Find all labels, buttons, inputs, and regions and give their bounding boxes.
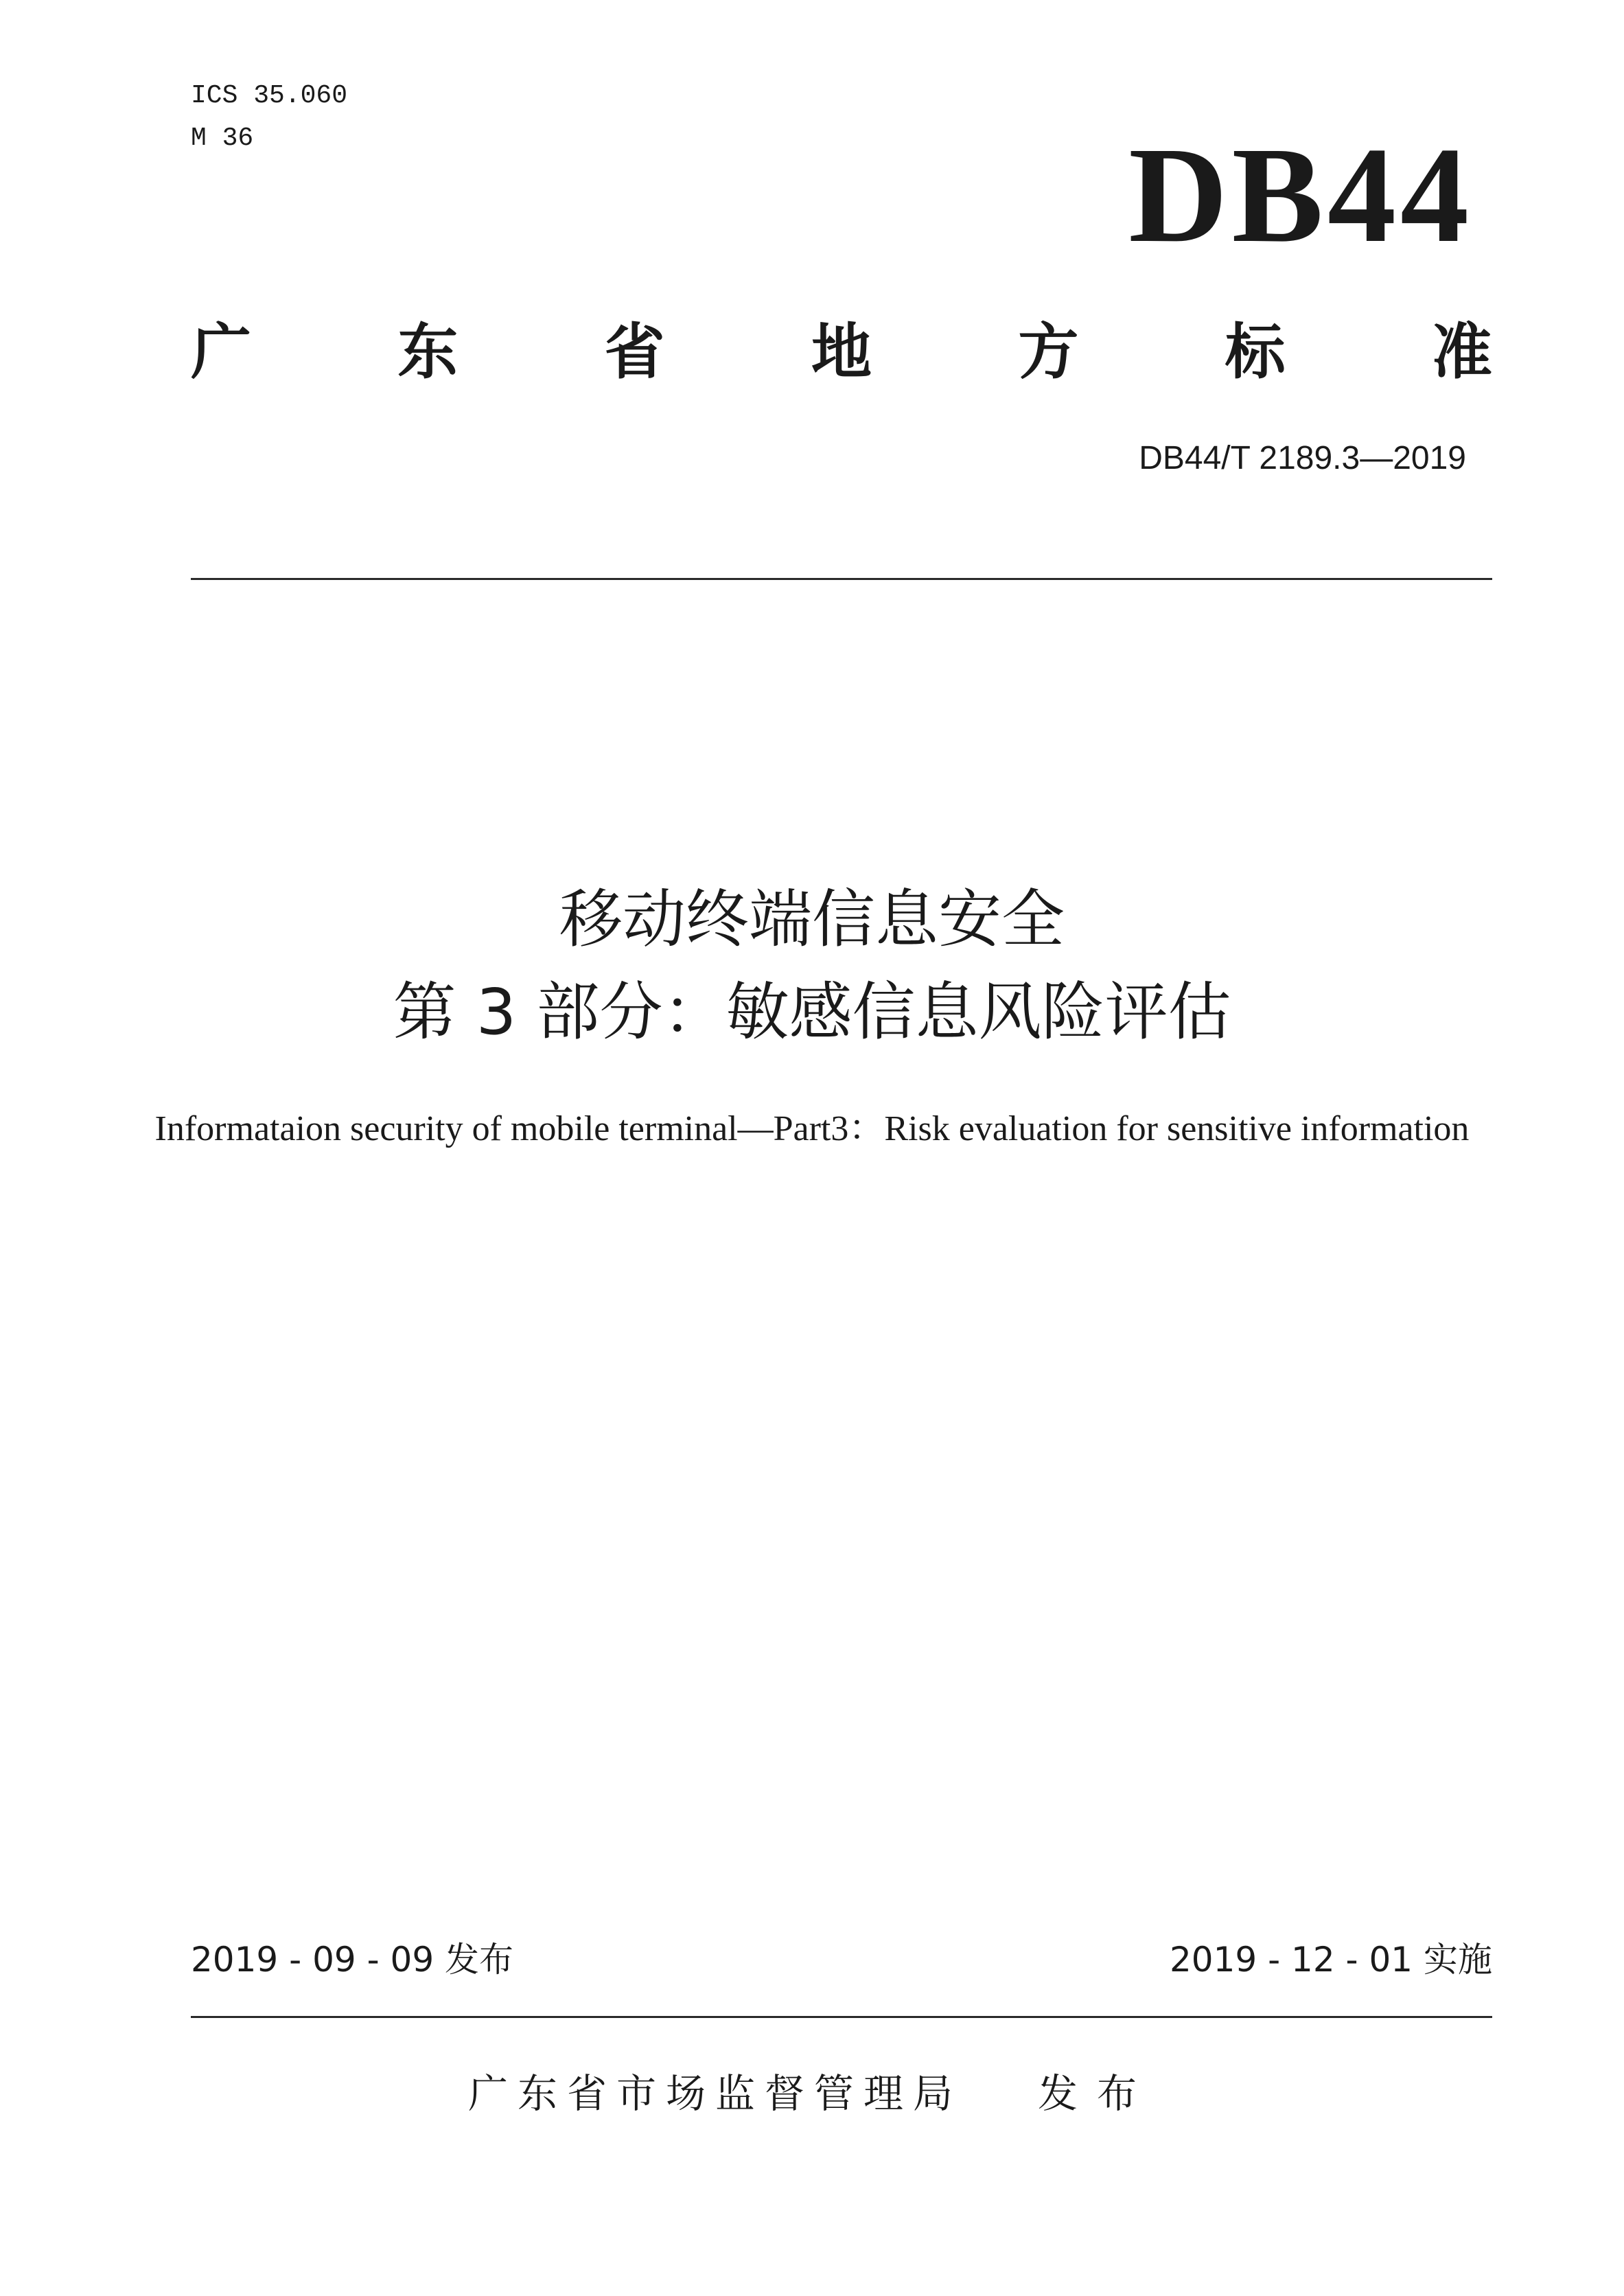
- implementation-date: 2019 - 12 - 01 实施: [1169, 1940, 1492, 1980]
- standard-type-char: 准: [1431, 316, 1492, 387]
- standard-code-logo: DB44: [1128, 119, 1473, 271]
- standard-type-char: 省: [604, 316, 665, 387]
- classification-code: M 36: [191, 124, 254, 153]
- top-divider: [191, 578, 1492, 580]
- issuer-organization: 广东省市场监督管理局: [467, 2070, 962, 2117]
- standard-type-char: 东: [397, 316, 459, 387]
- title-chinese-line-2: 第 3 部分：敏感信息风险评估: [393, 975, 1231, 1049]
- issuer-action: 发布: [1038, 2070, 1157, 2117]
- standard-type-char: 方: [1018, 316, 1079, 387]
- bottom-divider: [191, 2016, 1492, 2018]
- ics-code: ICS 35.060: [191, 81, 348, 111]
- standard-type-char: 标: [1225, 316, 1286, 387]
- issuer: [0, 2066, 1624, 2121]
- title-english: Informataion security of mobile terminal—Part3：Risk evaluation for sensitive information: [154, 1109, 1470, 1148]
- title-chinese-line-1: 移动终端信息安全: [559, 883, 1065, 956]
- standard-number: DB44/T 2189.3—2019: [1139, 440, 1466, 476]
- standard-type-title: [191, 314, 1492, 390]
- issue-date: 2019 - 09 - 09 发布: [191, 1940, 514, 1980]
- standard-type-char: 广: [191, 316, 252, 387]
- standard-type-char: 地: [811, 316, 872, 387]
